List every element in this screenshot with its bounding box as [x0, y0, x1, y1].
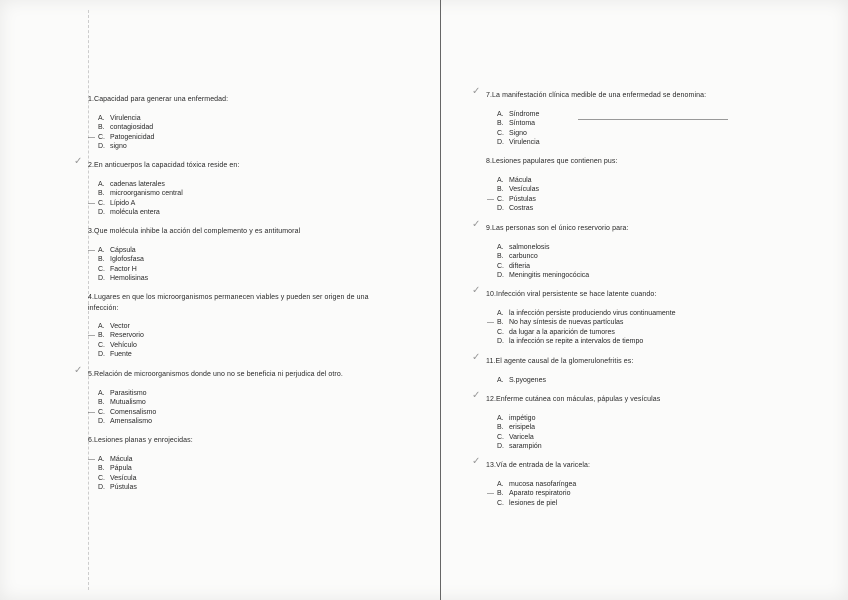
option-text: Vector [110, 323, 130, 330]
answer-option [497, 377, 546, 384]
option-text: Parasitismo [110, 390, 147, 397]
option-letter: C. [98, 341, 105, 349]
answer-option [497, 244, 549, 251]
check-mark-icon: ✓ [472, 219, 481, 230]
answer-option [497, 415, 535, 422]
option-letter: B. [497, 120, 504, 128]
question-text: 10.Infección viral persistente se hace latente cuando: [486, 291, 657, 298]
answer-option [98, 409, 156, 416]
answer-option [497, 443, 542, 450]
answer-option [497, 319, 623, 326]
option-text: Síntoma [509, 120, 536, 128]
answer-option [497, 272, 589, 279]
option-letter: A. [98, 115, 105, 122]
selected-mark: — [88, 199, 95, 207]
selected-mark: — [487, 319, 494, 327]
question-text-cont: infección: [88, 305, 119, 312]
answer-option [497, 120, 535, 127]
option-letter: D. [98, 351, 105, 359]
option-letter: D. [497, 443, 504, 451]
option-text: Varicela [509, 433, 534, 441]
option-text: Fuente [110, 351, 132, 359]
option-text: Vehículo [110, 341, 137, 349]
answer-option [497, 434, 534, 441]
option-letter: B. [497, 253, 504, 261]
option-letter: A. [497, 111, 504, 118]
answer-option [497, 177, 532, 184]
option-letter: B. [497, 319, 504, 327]
option-letter: D. [497, 139, 504, 147]
question-text: 8.Lesiones papulares que contienen pus: [486, 158, 618, 165]
option-text: mucosa nasofaríngea [509, 481, 577, 488]
question-text: 12.Enferme cutánea con máculas, pápulas y vesículas [486, 396, 661, 403]
answer-option [98, 256, 144, 263]
option-text: Reservorio [110, 332, 144, 340]
selected-mark: — [88, 456, 95, 463]
option-text: Mácula [509, 177, 532, 184]
option-text: Mácula [110, 456, 133, 463]
option-text: impétigo [509, 415, 536, 422]
answer-option [98, 323, 130, 330]
selected-mark: — [88, 408, 95, 416]
question-text: 5.Relación de microorganismos donde uno no se beneficia ni perjudica del otro. [88, 371, 343, 378]
question-text: 6.Lesiones planas y enrojecidas: [88, 437, 193, 444]
question-text: 7.La manifestación clínica medible de una enfermedad se denomina: [486, 92, 707, 99]
answer-option [497, 490, 570, 497]
option-letter: B. [98, 124, 105, 132]
option-text: Aparato respiratorio [509, 490, 571, 498]
option-letter: C. [497, 499, 504, 507]
underline-mark [578, 119, 728, 120]
option-text: cadenas laterales [110, 181, 165, 188]
option-letter: D. [98, 484, 105, 492]
question-text: 9.Las personas son el único reservorio para: [486, 225, 629, 232]
selected-mark: — [88, 133, 95, 141]
selected-mark: — [487, 490, 494, 498]
option-text: S.pyogenes [509, 377, 546, 384]
selected-mark: — [88, 247, 95, 254]
check-mark-icon: ✓ [74, 156, 83, 167]
option-letter: B. [497, 186, 504, 194]
option-letter: A. [98, 456, 105, 463]
option-text: Síndrome [509, 111, 540, 118]
question-text: 2.En anticuerpos la capacidad tóxica reside en: [88, 162, 240, 169]
answer-option [497, 139, 540, 146]
option-text: Pústulas [509, 195, 536, 203]
answer-option [98, 209, 160, 216]
option-text: da lugar a la aparición de tumores [509, 328, 615, 336]
answer-option [497, 424, 535, 431]
answer-option [98, 266, 137, 273]
answer-option [98, 342, 137, 349]
option-letter: A. [497, 177, 504, 184]
answer-option [497, 500, 557, 507]
option-letter: A. [497, 244, 504, 251]
option-letter: A. [98, 390, 105, 397]
option-letter: A. [497, 310, 504, 317]
question-text: 1.Capacidad para generar una enfermedad: [88, 96, 229, 103]
option-letter: B. [98, 465, 105, 473]
option-letter: C. [98, 199, 105, 207]
option-letter: B. [98, 332, 105, 340]
option-text: difteria [509, 262, 531, 270]
option-text: Vesícula [110, 474, 137, 482]
answer-option [98, 465, 132, 472]
option-text: Hemolisinas [110, 275, 149, 283]
option-letter: C. [98, 133, 105, 141]
check-mark-icon: ✓ [472, 352, 481, 363]
option-text: Virulencia [509, 139, 540, 147]
answer-option [98, 351, 132, 358]
option-letter: B. [497, 490, 504, 498]
answer-option [98, 399, 146, 406]
option-text: Meningitis meningocócica [509, 272, 590, 280]
answer-option [98, 143, 127, 150]
option-letter: C. [98, 408, 105, 416]
answer-option [497, 310, 676, 317]
option-letter: D. [497, 272, 504, 280]
option-text: Iglofosfasa [110, 256, 144, 264]
option-text: Pápula [110, 465, 132, 473]
selected-mark: — [487, 195, 494, 203]
answer-option [497, 329, 615, 336]
option-letter: C. [497, 262, 504, 270]
option-text: salmonelosis [509, 244, 550, 251]
option-text: signo [110, 143, 127, 151]
option-text: Amensalismo [110, 418, 153, 426]
option-letter: D. [497, 338, 504, 346]
option-letter: C. [98, 474, 105, 482]
answer-option [98, 181, 165, 188]
option-text: la infección se repite a intervalos de tiempo [509, 338, 644, 346]
option-text: No hay síntesis de nuevas partículas [509, 319, 624, 327]
option-text: Patogenicidad [110, 133, 155, 141]
option-text: molécula entera [110, 209, 160, 217]
option-text: Virulencia [110, 115, 141, 122]
page-fold [440, 0, 441, 600]
answer-option [497, 253, 538, 260]
option-letter: B. [98, 190, 105, 198]
option-letter: D. [98, 143, 105, 151]
option-text: Signo [509, 129, 527, 137]
answer-option [98, 390, 147, 397]
check-mark-icon: ✓ [472, 86, 481, 97]
answer-option [98, 475, 136, 482]
option-letter: D. [98, 209, 105, 217]
option-text: contagiosidad [110, 124, 154, 132]
answer-option [497, 338, 643, 345]
option-letter: C. [497, 328, 504, 336]
option-text: carbunco [509, 253, 538, 261]
answer-option [98, 275, 148, 282]
question-text: 4.Lugares en que los microorganismos permanecen viables y pueden ser origen de una [88, 294, 369, 301]
check-mark-icon: ✓ [472, 285, 481, 296]
answer-option [98, 484, 137, 491]
option-text: Cápsula [110, 247, 136, 254]
answer-option [98, 200, 135, 207]
answer-option [497, 111, 539, 118]
option-letter: A. [98, 181, 105, 188]
question-text: 11.El agente causal de la glomerulonefritis es: [486, 358, 634, 365]
option-text: la infección persiste produciendo virus continuamente [509, 310, 676, 317]
selected-mark: — [88, 332, 95, 340]
option-letter: C. [497, 129, 504, 137]
question-text: 13.Vía de entrada de la varicela: [486, 462, 591, 469]
option-letter: D. [497, 205, 504, 213]
question-text: 3.Que molécula inhibe la acción del complemento y es antitumoral [88, 228, 301, 235]
option-letter: A. [98, 247, 105, 254]
option-text: Pústulas [110, 484, 137, 492]
option-text: Mutualismo [110, 399, 146, 407]
answer-option [497, 205, 533, 212]
option-text: Factor H [110, 265, 137, 273]
option-text: erisipela [509, 424, 536, 432]
option-letter: D. [98, 275, 105, 283]
option-letter: C. [497, 195, 504, 203]
option-letter: A. [98, 323, 105, 330]
option-text: Costras [509, 205, 534, 213]
answer-option [497, 196, 536, 203]
answer-option [98, 456, 133, 463]
option-text: sarampión [509, 443, 542, 451]
option-text: lesiones de piel [509, 499, 558, 507]
option-letter: C. [98, 265, 105, 273]
option-text: Lípido A [110, 199, 136, 207]
answer-option [98, 190, 183, 197]
option-letter: B. [98, 399, 105, 407]
option-letter: B. [98, 256, 105, 264]
answer-option [497, 130, 527, 137]
option-text: Comensalismo [110, 408, 157, 416]
answer-option [98, 418, 152, 425]
answer-option [98, 124, 153, 131]
check-mark-icon: ✓ [74, 365, 83, 376]
option-letter: A. [497, 377, 504, 384]
option-letter: A. [497, 415, 504, 422]
check-mark-icon: ✓ [472, 390, 481, 401]
check-mark-icon: ✓ [472, 456, 481, 467]
option-text: Vesículas [509, 186, 539, 194]
option-letter: C. [497, 433, 504, 441]
answer-option [98, 247, 136, 254]
option-letter: D. [98, 418, 105, 426]
option-letter: A. [497, 481, 504, 488]
option-text: microorganismo central [110, 190, 183, 198]
answer-option [497, 186, 539, 193]
answer-option [98, 115, 141, 122]
answer-option [497, 481, 576, 488]
answer-option [98, 332, 144, 339]
answer-option [497, 263, 530, 270]
option-letter: B. [497, 424, 504, 432]
answer-option [98, 134, 154, 141]
